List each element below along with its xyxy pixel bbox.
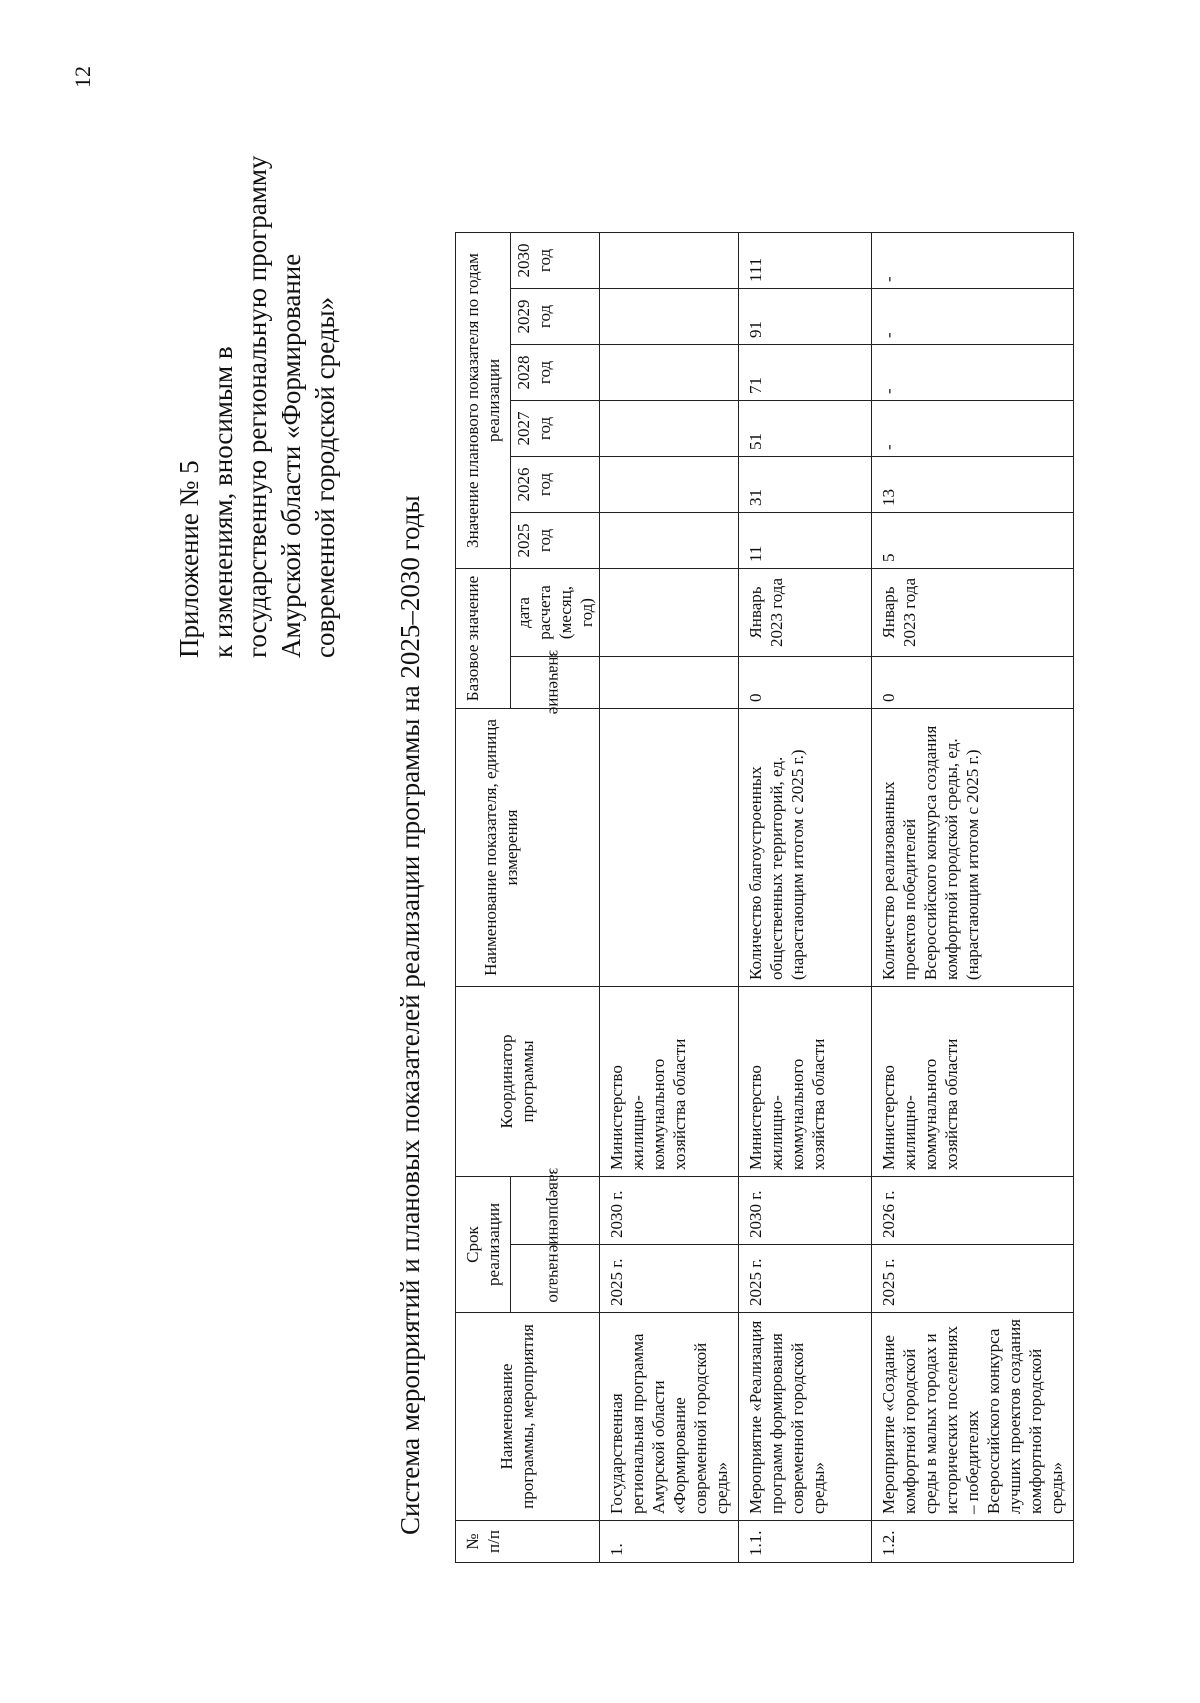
row-value: - [872, 345, 1074, 401]
row-base-value: 0 [872, 657, 1074, 709]
row-name: Государственная региональная программа Амурской области «Формирование современной городской среды» [600, 1313, 739, 1521]
header-indicator: Наименование показателя, единица измерения [456, 709, 600, 987]
row-value: 11 [739, 513, 872, 569]
row-value: - [872, 233, 1074, 289]
row-base-date: Январь 2023 года [739, 569, 872, 657]
row-start: 2025 г. [739, 1245, 872, 1313]
header-year: 2028 год [511, 345, 600, 401]
row-value [600, 513, 739, 569]
header-base: Базовое значение [456, 569, 511, 709]
page-number: 12 [70, 66, 95, 88]
row-value: 13 [872, 457, 1074, 513]
row-value: - [872, 289, 1074, 345]
row-num: 1.1. [739, 1521, 872, 1563]
row-num: 1.2. [872, 1521, 1074, 1563]
row-end: 2026 г. [872, 1177, 1074, 1245]
row-indicator: Количество реализованных проектов победителей Всероссийского конкурса создания комфортной городской среды, ед. (нарастающим итогом с 2025 г.) [872, 709, 1074, 987]
header-num: № п/п [456, 1521, 600, 1563]
header-term-end: завершение [511, 1177, 600, 1245]
table-row [872, 233, 1074, 1563]
header-year: 2027 год [511, 401, 600, 457]
row-value [600, 457, 739, 513]
row-name: Мероприятие «Реализация программ формирования современной городской среды» [739, 1313, 872, 1521]
row-value: 71 [739, 345, 872, 401]
header-year: 2025 год [511, 513, 600, 569]
document-title: Система мероприятий и плановых показателей реализации программы на 2025–2030 годы [395, 495, 425, 1535]
row-value [600, 233, 739, 289]
header-term-start: начало [511, 1245, 600, 1313]
row-value [600, 401, 739, 457]
row-name: Мероприятие «Создание комфортной городской среды в малых городах и исторических поселениях – победителях Всероссийского конкурса лучших проектов создания комфортной городской среды» [872, 1313, 1074, 1521]
row-num: 1. [600, 1521, 739, 1563]
row-base-date [600, 569, 739, 657]
header-name: Наименование программы, мероприятия [456, 1313, 600, 1521]
row-indicator [600, 709, 739, 987]
row-value: 5 [872, 513, 1074, 569]
row-base-date: Январь 2023 года [872, 569, 1074, 657]
row-coordinator: Министерство жилищно-коммунального хозяйства области [600, 987, 739, 1177]
row-value: - [872, 401, 1074, 457]
appendix-note [172, 58, 342, 658]
appendix-line: государственную региональную программу [242, 155, 272, 658]
header-plan: Значение планового показателя по годам реализации [456, 233, 511, 569]
appendix-line: Амурской области «Формирование [276, 253, 306, 658]
appendix-line: к изменениям, вносимым в [208, 346, 238, 658]
row-coordinator: Министерство жилищно-коммунального хозяйства области [872, 987, 1074, 1177]
table-row [739, 233, 872, 1563]
header-year: 2029 год [511, 289, 600, 345]
header-year: 2030 год [511, 233, 600, 289]
row-start: 2025 г. [872, 1245, 1074, 1313]
row-base-value [600, 657, 739, 709]
row-indicator: Количество благоустроенных общественных территорий, ед. (нарастающим итогом с 2025 г.) [739, 709, 872, 987]
table-row [600, 233, 739, 1563]
header-year: 2026 год [511, 457, 600, 513]
row-value [600, 289, 739, 345]
header-base-date: дата расчета (месяц, год) [511, 569, 600, 657]
row-value: 111 [739, 233, 872, 289]
row-value: 91 [739, 289, 872, 345]
row-base-value: 0 [739, 657, 872, 709]
row-value [600, 345, 739, 401]
header-base-value: значение [511, 657, 600, 709]
appendix-line: современной городской среды» [310, 296, 340, 658]
appendix-line: Приложение № 5 [174, 460, 204, 658]
row-start: 2025 г. [600, 1245, 739, 1313]
row-end: 2030 г. [739, 1177, 872, 1245]
indicators-table [455, 232, 1074, 1563]
row-value: 31 [739, 457, 872, 513]
row-value: 51 [739, 401, 872, 457]
row-coordinator: Министерство жилищно-коммунального хозяйства области [739, 987, 872, 1177]
header-term: Срок реализации [456, 1177, 511, 1313]
header-coordinator: Координатор программы [456, 987, 600, 1177]
row-end: 2030 г. [600, 1177, 739, 1245]
